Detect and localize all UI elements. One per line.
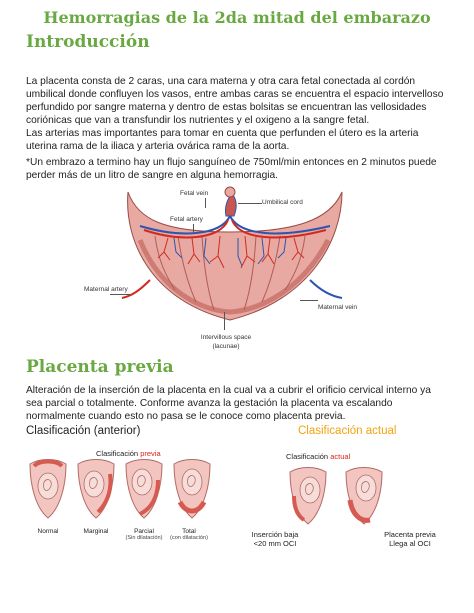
- leader-umbilical-cord: [238, 203, 262, 204]
- uterus-total: [174, 460, 210, 519]
- caption-total: Total (con dilatación): [170, 528, 208, 541]
- maternal-vein-vessel: [310, 280, 342, 298]
- intro-paragraph-2: Las arterias mas importantes para tomar en cuenta que perfunden el útero es la arteria uterina rama de la iliaca y arteria ovárica rama de la aorta.: [26, 128, 419, 152]
- leader-intervillous: [224, 312, 225, 330]
- classification-current-label: Clasificación actual: [298, 425, 397, 437]
- caption-placenta-previa: Placenta previa Llega al OCI: [384, 530, 436, 548]
- caption-normal: Normal: [37, 528, 59, 535]
- placenta-diagram: [80, 180, 380, 360]
- intro-heading: Introducción: [26, 32, 150, 52]
- leader-maternal-artery: [110, 294, 130, 295]
- intro-paragraph-3: *Un embrazo a termino hay un flujo sanguíneo de 750ml/min entonces en 2 minutos puede perder más de un litro de sangre en alguna hemorragia.: [26, 157, 437, 181]
- uterus-parcial: [126, 460, 162, 519]
- page-title: Hemorragias de la 2da mitad del embarazo: [43, 8, 431, 27]
- previa-paragraph: Alteración de la inserción de la placenta en la cual va a cubrir el orificio cervical interno ya sea parcial o totalmente. Conforme avanza la gestación la placenta va escalando normalmente cuando esto no pasa se le conoce como placenta previa.: [26, 385, 431, 422]
- label-maternal-artery: Maternal artery: [84, 286, 128, 293]
- leader-fetal-vein: [205, 198, 206, 208]
- label-intervillous-lacunae: (lacunae): [212, 343, 240, 350]
- uterus-marginal: [78, 460, 114, 519]
- cord-cut-end: [225, 187, 235, 197]
- uterus-normal: [30, 460, 66, 519]
- intro-paragraph-1: La placenta consta de 2 caras, una cara materna y otra cara fetal conectada al cordón umbilical donde confluyen los vasos, entre ambas caras se encuentra el espacio intervelloso perfundido por sangre materna y dentro de estas bolsitas se encuentran las vellosidades coriónicas que van a transfundir los nutrientes y el oxigeno a la sangre fetal.: [26, 76, 444, 126]
- caption-insercion-baja: Inserción baja <20 mm OCI: [251, 530, 299, 548]
- label-maternal-vein: Maternal vein: [318, 304, 358, 311]
- leader-maternal-vein: [300, 300, 318, 301]
- classification-anterior-label: Clasificación (anterior): [26, 425, 141, 437]
- right-card-title: Clasificación actual: [286, 452, 351, 461]
- uterus-placenta-previa: [346, 468, 382, 525]
- previa-heading: Placenta previa: [26, 357, 174, 377]
- left-uterus-illustrations: [26, 456, 216, 526]
- left-card-title: Clasificación previa: [96, 449, 161, 458]
- label-fetal-artery: Fetal artery: [170, 216, 203, 223]
- caption-marginal: Marginal: [83, 528, 109, 535]
- leader-fetal-artery: [193, 224, 194, 232]
- uterus-insercion-baja: [290, 468, 326, 525]
- label-intervillous-space: Intervillous space: [200, 334, 252, 341]
- right-uterus-illustrations: [286, 466, 396, 528]
- caption-parcial: Parcial (Sin dilatación): [125, 528, 163, 541]
- label-umbilical-cord: Umbilical cord: [262, 199, 303, 206]
- label-fetal-vein: Fetal vein: [180, 190, 209, 197]
